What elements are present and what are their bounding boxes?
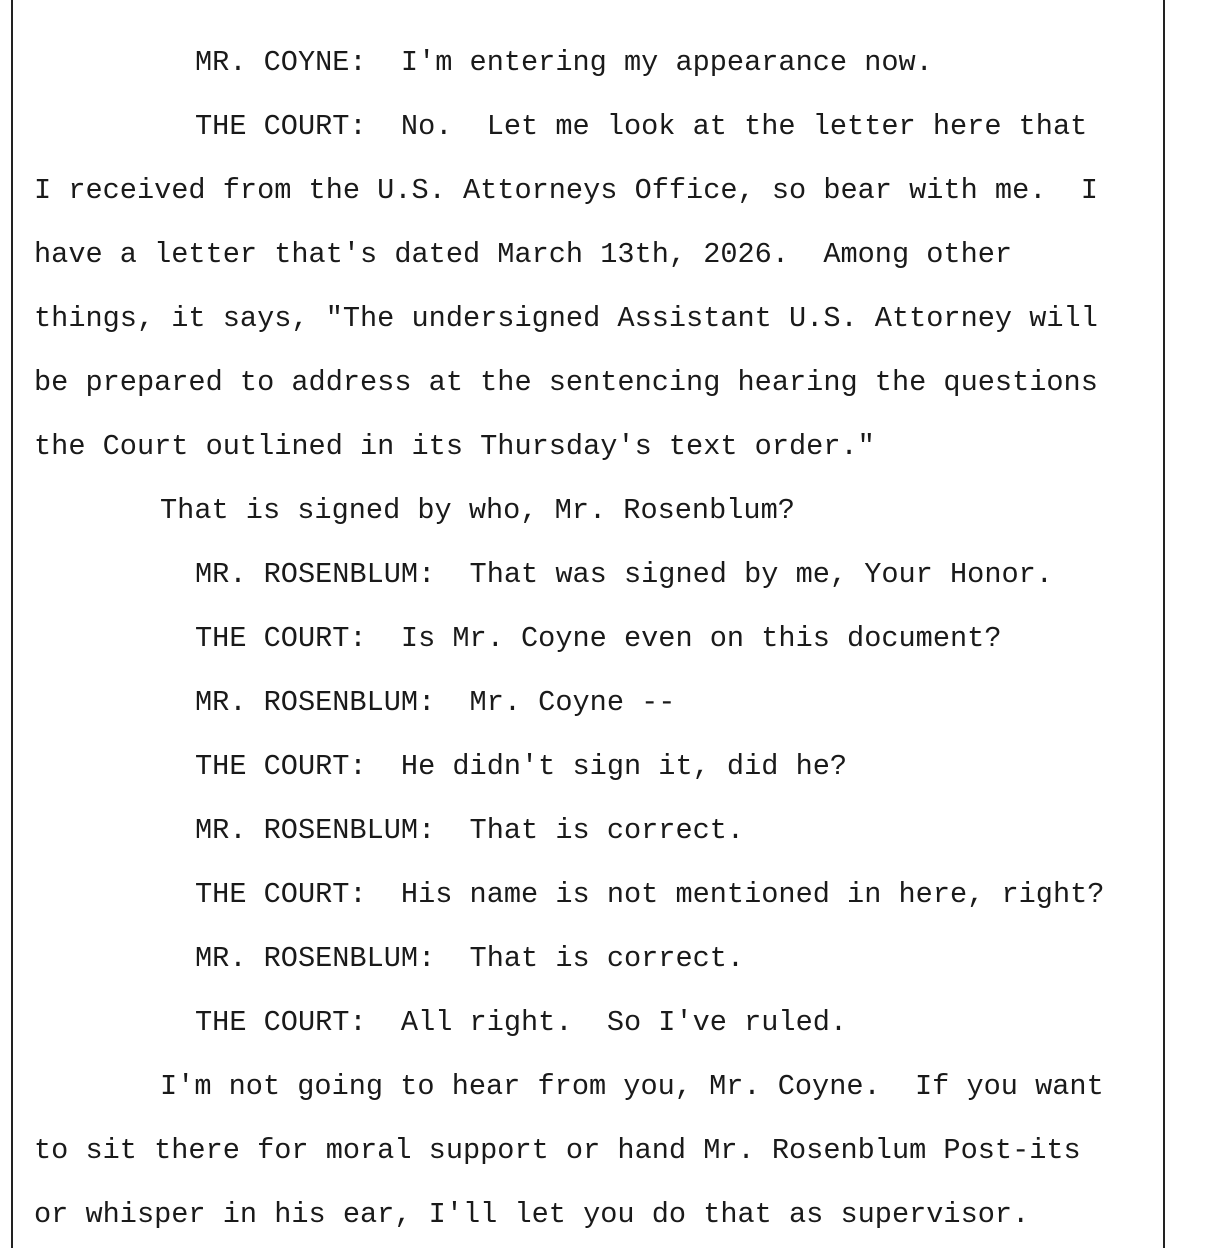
transcript-line: I received from the U.S. Attorneys Office, so bear with me. I — [34, 174, 1098, 207]
transcript-line: THE COURT: Is Mr. Coyne even on this document? — [195, 622, 1002, 655]
transcript-line: or whisper in his ear, I'll let you do that as supervisor. — [34, 1198, 1030, 1231]
transcript-line: have a letter that's dated March 13th, 2026. Among other — [34, 238, 1013, 271]
transcript-line: MR. ROSENBLUM: That is correct. — [195, 814, 745, 847]
transcript-line: That is signed by who, Mr. Rosenblum? — [160, 494, 795, 527]
transcript-line: I'm not going to hear from you, Mr. Coyne. If you want — [160, 1070, 1104, 1103]
transcript-line: things, it says, "The undersigned Assistant U.S. Attorney will — [34, 302, 1098, 335]
transcript-line: THE COURT: All right. So I've ruled. — [195, 1006, 848, 1039]
transcript-line: MR. COYNE: I'm entering my appearance now. — [195, 46, 933, 79]
transcript-line: MR. ROSENBLUM: That is correct. — [195, 942, 745, 975]
transcript-line: MR. ROSENBLUM: Mr. Coyne -- — [195, 686, 676, 719]
transcript-line: the Court outlined in its Thursday's text order." — [34, 430, 875, 463]
transcript-line: THE COURT: He didn't sign it, did he? — [195, 750, 848, 783]
transcript-line: THE COURT: His name is not mentioned in here, right? — [195, 878, 1105, 911]
transcript-line: be prepared to address at the sentencing hearing the questions — [34, 366, 1098, 399]
transcript-line: THE COURT: No. Let me look at the letter here that — [195, 110, 1088, 143]
transcript-line: MR. ROSENBLUM: That was signed by me, Your Honor. — [195, 558, 1053, 591]
transcript-line: to sit there for moral support or hand Mr. Rosenblum Post-its — [34, 1134, 1081, 1167]
